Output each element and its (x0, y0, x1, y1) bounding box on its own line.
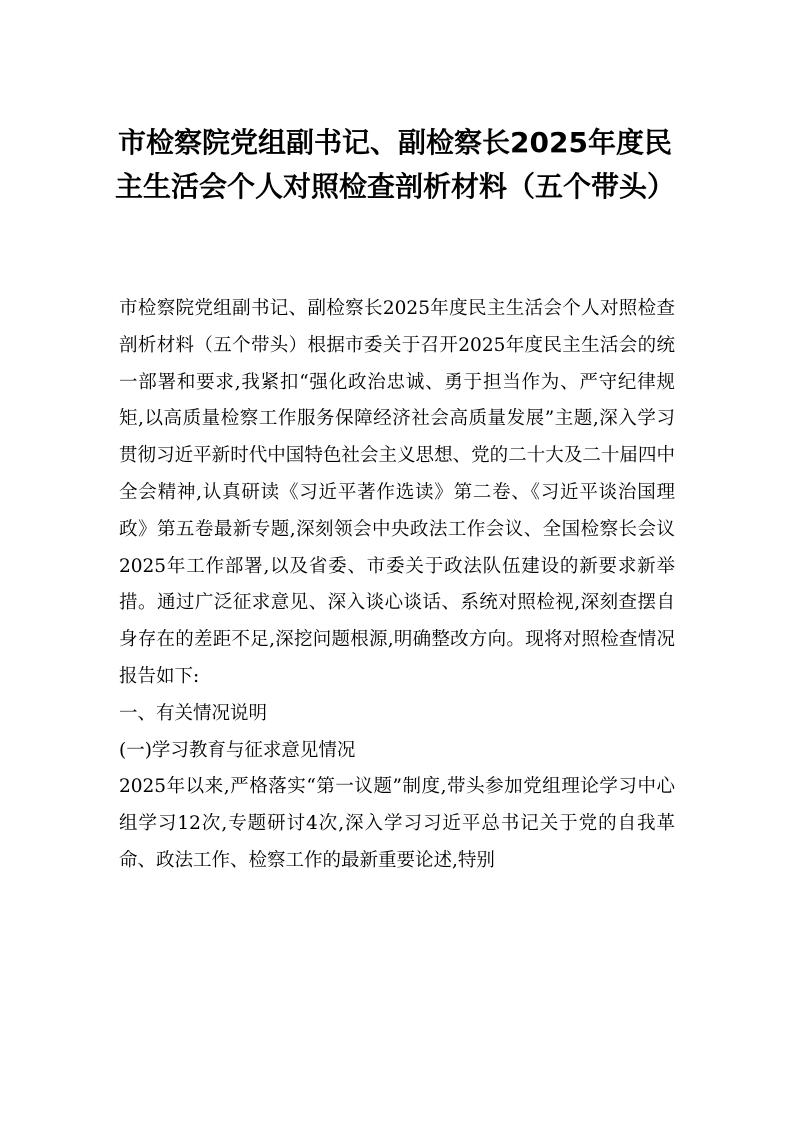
section-heading: 一、有关情况说明 (119, 702, 268, 724)
intro-paragraph: 市检察院党组副书记、副检察长2025年度民主生活会个人对照检查剖析材料（五个带头）根据市委关于召开2025年度民主生活会的统一部署和要求,我紧扣“强化政治忠诚、勇于担当作为、严守纪律规矩,以高质量检察工作服务保障经济社会高质量发展”主题,深入学习贯彻习近平新时代中国特色社会主义思想、党的二十大及二十届四中全会精神,认真研读《习近平著作选读》第二卷、《习近平谈治国理政》第五卷最新专题,深刻领会中央政法工作会议、全国检察长会议2025年工作部署,以及省委、市委关于政法队伍建设的新要求新举措。通过广泛征求意见、深入谈心谈话、系统对照检视,深刻查摆自身存在的差距不足,深挖问题根源,明确整改方向。现将对照检查情况报告如下: (119, 298, 675, 687)
document-title: 市检察院党组副书记、副检察长2025年度民主生活会个人对照检查剖析材料（五个带头） (115, 126, 676, 203)
body-paragraph: 2025年以来,严格落实“第一议题”制度,带头参加党组理论学习中心组学习12次,专题研讨4次,深入学习习近平总书记关于党的自我革命、政法工作、检察工作的最新重要论述,特别 (119, 776, 675, 871)
subsection-heading: (一)学习教育与征求意见情况 (119, 739, 356, 761)
document-body (119, 291, 675, 880)
